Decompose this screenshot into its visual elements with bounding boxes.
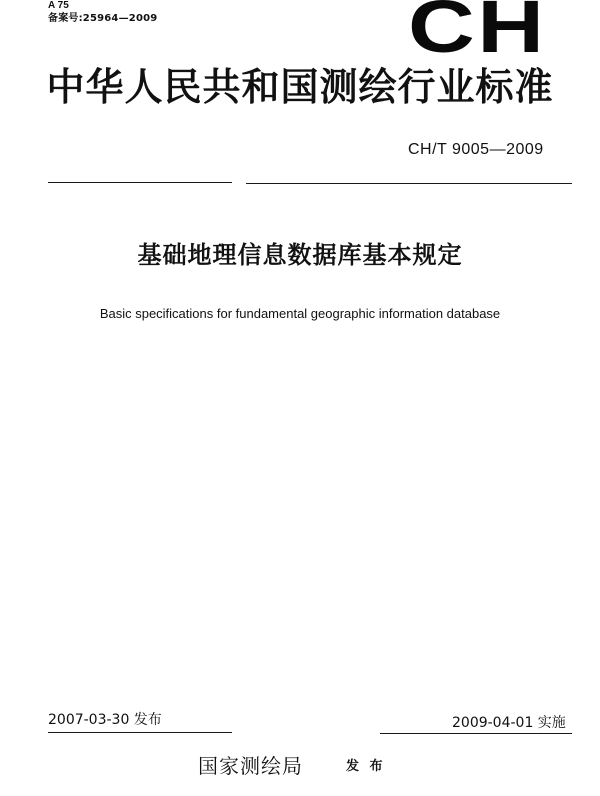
- implementation-date: 2009-04-01 实施: [452, 715, 566, 731]
- footer-divider-right: [380, 733, 572, 734]
- document-title-chinese: 基础地理信息数据库基本规定: [137, 241, 463, 269]
- header-divider-right: [246, 183, 572, 184]
- header-divider-left: [48, 182, 232, 183]
- issue-date: 2007-03-30 发布: [48, 712, 162, 728]
- classification-code: A 75: [48, 0, 69, 11]
- record-number: 备案号:25964—2009: [48, 13, 158, 24]
- document-title-english: Basic specifications for fundamental geographic information database: [99, 306, 501, 321]
- ch-logo: CH: [408, 0, 547, 68]
- standard-category-title: 中华人民共和国测绘行业标准: [46, 65, 554, 109]
- standard-number: CH/T 9005—2009: [408, 141, 544, 158]
- publish-label: 发 布: [346, 759, 386, 774]
- footer-divider-left: [48, 732, 232, 733]
- issuing-authority: 国家测绘局: [198, 754, 303, 778]
